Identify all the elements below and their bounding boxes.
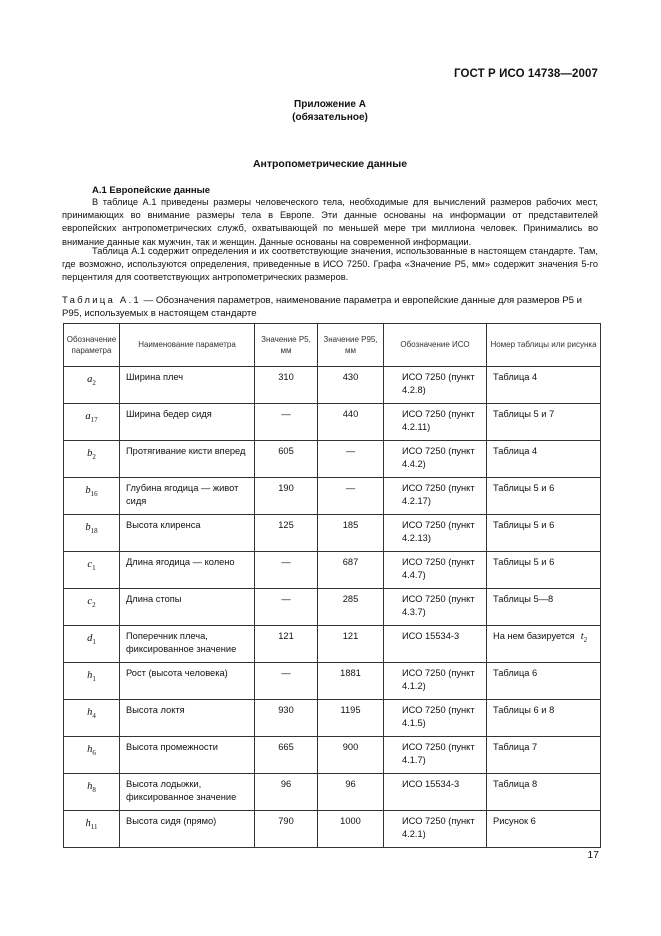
ref-text: Таблицы 5 и 7 [493,409,555,419]
table-row [64,404,601,441]
value-p95: 285 [318,589,384,626]
table-row [64,367,601,404]
parameter-symbol [64,589,120,626]
header-cell: Номер таблицы или рисунка [487,324,601,367]
iso-designation: ИСО 15534-3 [384,626,487,663]
value-p95: 96 [318,774,384,811]
parameter-name: Длина ягодица — колено [120,552,255,589]
paragraph-1 [62,196,598,249]
table-row [64,663,601,700]
parameter-name: Высота лодыжки, фиксированное значение [120,774,255,811]
symbol-subscript: 11 [90,823,98,832]
table-row [64,737,601,774]
symbol-subscript: 1 [92,564,96,573]
header-cell: Значение Р5, мм [255,324,318,367]
parameter-name: Рост (высота человека) [120,663,255,700]
symbol-subscript: 2 [92,601,96,610]
symbol-letter: b [85,522,91,533]
document-header: ГОСТ Р ИСО 14738—2007 [453,68,598,80]
symbol-subscript: 4 [92,712,96,721]
symbol-letter: a [87,374,93,385]
iso-designation: ИСО 7250 (пункт 4.2.8) [384,367,487,404]
parameter-symbol [64,404,120,441]
anthropometric-table [63,323,601,848]
ref-text: Таблицы 5 и 6 [493,520,555,530]
value-p5: — [255,404,318,441]
symbol-subscript: 8 [92,786,96,795]
iso-designation: ИСО 7250 (пункт 4.1.5) [384,700,487,737]
table-figure-ref [487,811,601,848]
symbol-subscript: 1 [92,638,96,647]
value-p95: — [318,478,384,515]
parameter-name: Ширина бедер сидя [120,404,255,441]
header-cell: Наименование параметра [120,324,255,367]
header-cell: Обозначение ИСО [384,324,487,367]
header-cell: Обозначение параметра [64,324,120,367]
parameter-name: Длина стопы [120,589,255,626]
symbol-letter: d [87,633,93,644]
annex-status: (обязательное) [292,112,368,123]
parameter-symbol [64,700,120,737]
ref-symbol [580,631,588,645]
subsection-title: А.1 Европейские данные [92,185,211,196]
symbol-subscript: 16 [90,490,98,499]
table-caption-text: — Обозначения параметров, наименование параметра и европейские данные для размеров Р5 и Р95, используемых в настоящем стандарте [62,295,583,319]
value-p95: 430 [318,367,384,404]
table-caption [62,294,602,320]
symbol-subscript: 6 [92,749,96,758]
value-p5: 96 [255,774,318,811]
table-row [64,811,601,848]
ref-text: Таблицы 5 и 6 [493,557,555,567]
table-figure-ref [487,367,601,404]
ref-text: Рисунок 6 [493,816,536,826]
parameter-symbol [64,478,120,515]
value-p95: 687 [318,552,384,589]
parameter-symbol [64,552,120,589]
ref-text: Таблица 8 [493,779,538,789]
parameter-name: Глубина ягодица — живот сидя [120,478,255,515]
symbol-letter: h [87,744,93,755]
iso-designation: ИСО 7250 (пункт 4.2.11) [384,404,487,441]
value-p5: 665 [255,737,318,774]
ref-text: Таблица 6 [493,668,538,678]
symbol-subscript: 1 [92,675,96,684]
parameter-name: Протягивание кисти вперед [120,441,255,478]
symbol-letter: b [85,485,91,496]
ref-text: На нем базируется [493,631,575,641]
iso-designation: ИСО 7250 (пункт 4.1.2) [384,663,487,700]
iso-designation: ИСО 7250 (пункт 4.4.7) [384,552,487,589]
parameter-name: Высота клиренса [120,515,255,552]
iso-designation: ИСО 15534-3 [384,774,487,811]
ref-symbol-letter: t [580,631,584,642]
iso-designation: ИСО 7250 (пункт 4.4.2) [384,441,487,478]
value-p5: 930 [255,700,318,737]
parameter-name: Ширина плеч [120,367,255,404]
ref-text: Таблицы 5—8 [493,594,554,604]
table-header-row [64,324,601,367]
parameter-name: Поперечник плеча, фиксированное значение [120,626,255,663]
parameter-symbol [64,367,120,404]
parameter-name: Высота сидя (прямо) [120,811,255,848]
value-p95: 1881 [318,663,384,700]
section-title: Антропометрические данные [252,158,408,170]
value-p5: 790 [255,811,318,848]
value-p5: 190 [255,478,318,515]
symbol-letter: c [87,559,93,570]
table-caption-label: Таблица А.1 [62,295,141,306]
value-p95: 121 [318,626,384,663]
value-p95: 1195 [318,700,384,737]
ref-text: Таблица 4 [493,446,538,456]
parameter-symbol [64,663,120,700]
table-figure-ref [487,478,601,515]
symbol-letter: h [87,670,93,681]
symbol-letter: h [87,781,93,792]
parameter-name: Высота локтя [120,700,255,737]
table-row [64,552,601,589]
table-row [64,441,601,478]
ref-text: Таблицы 6 и 8 [493,705,555,715]
parameter-symbol [64,737,120,774]
ref-symbol-subscript: 2 [583,636,588,645]
page-number: 17 [587,849,599,861]
value-p95: 440 [318,404,384,441]
parameter-symbol [64,626,120,663]
symbol-subscript: 17 [90,416,98,425]
symbol-letter: b [87,448,93,459]
value-p5: 605 [255,441,318,478]
value-p95: 1000 [318,811,384,848]
symbol-letter: a [85,411,91,422]
table-figure-ref [487,663,601,700]
ref-text: Таблица 4 [493,372,538,382]
paragraph-2 [62,245,598,285]
value-p5: 310 [255,367,318,404]
value-p95: 900 [318,737,384,774]
symbol-subscript: 2 [92,453,96,462]
value-p5: — [255,552,318,589]
table-row [64,478,601,515]
table-figure-ref [487,404,601,441]
iso-designation: ИСО 7250 (пункт 4.3.7) [384,589,487,626]
table-row [64,774,601,811]
paragraph-1-text: В таблице А.1 приведены размеры человеческого тела, необходимые для вычислений размеров рабочих мест, принимающих во внимание размеры тела в Европе. Эти данные основаны на информации от представителей европейских антропометрических служб, охватывающей по меньшей мере три миллиона человек. Принимались во внимание данные как мужчин, так и женщин. Данные основаны на современной информации. [62,197,598,247]
symbol-letter: h [87,707,93,718]
table-figure-ref [487,700,601,737]
table-row [64,589,601,626]
parameter-symbol [64,515,120,552]
table-figure-ref [487,552,601,589]
value-p5: 121 [255,626,318,663]
value-p5: 125 [255,515,318,552]
symbol-letter: c [87,596,93,607]
value-p5: — [255,663,318,700]
table-row [64,626,601,663]
header-cell: Значение Р95, мм [318,324,384,367]
iso-designation: ИСО 7250 (пункт 4.2.13) [384,515,487,552]
ref-text: Таблицы 5 и 6 [493,483,555,493]
symbol-letter: h [85,818,91,829]
parameter-symbol [64,774,120,811]
table-figure-ref [487,737,601,774]
annex-title: Приложение А [294,99,366,110]
iso-designation: ИСО 7250 (пункт 4.2.1) [384,811,487,848]
value-p5: — [255,589,318,626]
paragraph-2-text: Таблица А.1 содержит определения и их соответствующие значения, использованные в настоящем стандарте. Там, где возможно, используются определения, приведенные в ИСО 7250. Графа «Значение Р5, мм» содержит значения 5-го перцентиля для соответствующих антропометрических размеров. [62,246,598,283]
table-figure-ref [487,626,601,663]
value-p95: 185 [318,515,384,552]
iso-designation: ИСО 7250 (пункт 4.1.7) [384,737,487,774]
table-figure-ref [487,589,601,626]
table-figure-ref [487,774,601,811]
parameter-symbol [64,441,120,478]
table-row [64,515,601,552]
ref-text: Таблица 7 [493,742,538,752]
symbol-subscript: 18 [90,527,98,536]
table-row [64,700,601,737]
table-figure-ref [487,441,601,478]
parameter-name: Высота промежности [120,737,255,774]
table-figure-ref [487,515,601,552]
iso-designation: ИСО 7250 (пункт 4.2.17) [384,478,487,515]
value-p95: — [318,441,384,478]
parameter-symbol [64,811,120,848]
symbol-subscript: 2 [92,379,96,388]
